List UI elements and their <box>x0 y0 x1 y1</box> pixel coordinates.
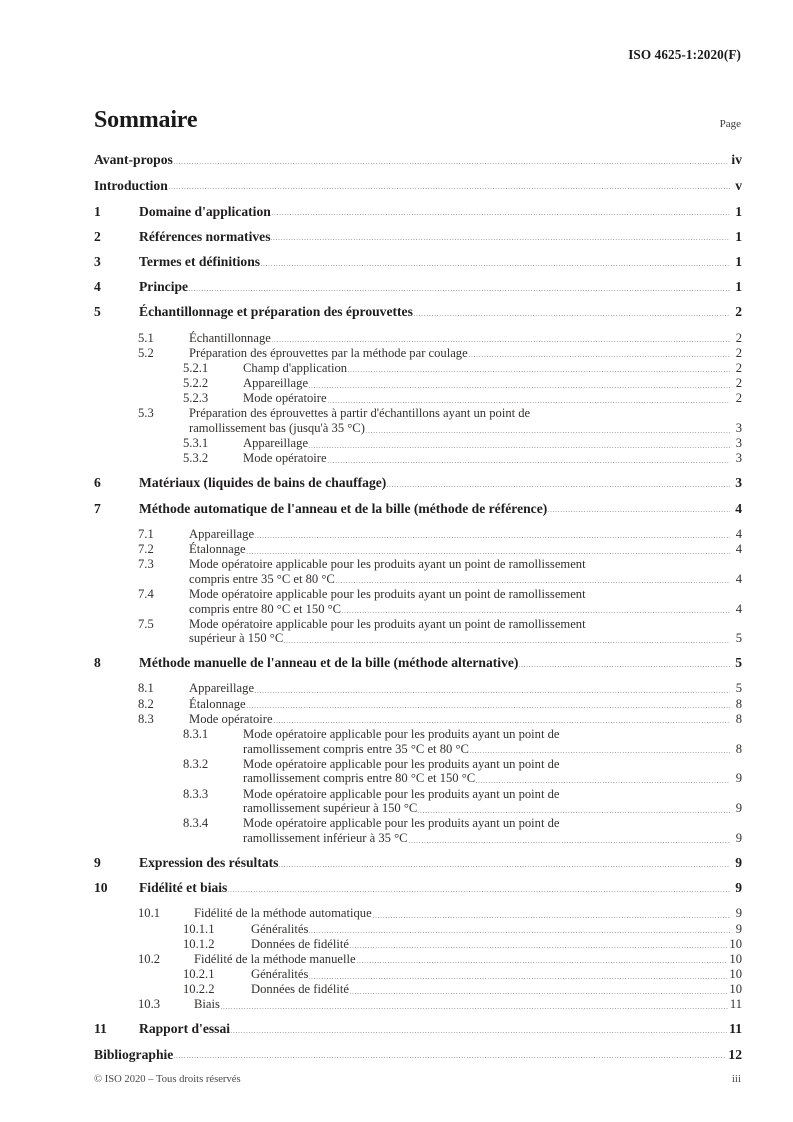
toc-entry-page-number: 9 <box>735 801 742 816</box>
toc-entry-label: Méthode manuelle de l'anneau et de la bille (méthode alternative) <box>139 655 519 671</box>
toc-entry-number: 5.2 <box>138 345 154 360</box>
toc-entry-page-number: 8 <box>735 711 742 726</box>
toc-entry-label: Appareillage <box>243 436 309 451</box>
toc-entry-label: Introduction <box>94 177 168 193</box>
toc-entry-page-number: 8 <box>735 741 742 756</box>
toc-entry-label: Expression des résultats <box>139 854 279 870</box>
toc-entry[interactable] <box>94 952 742 967</box>
toc-entry-label: Appareillage <box>243 376 309 391</box>
toc-entry-page-number: 9 <box>735 921 742 936</box>
toc-entry-label: Mode opératoire <box>243 451 327 466</box>
toc-entry-number: 10.2.1 <box>183 967 215 982</box>
toc-dot-leader <box>386 476 730 490</box>
toc-entry-label-continued: Mode opératoire applicable pour les produits ayant un point de <box>243 727 560 742</box>
toc-entry-label: compris entre 35 °C et 80 °C <box>189 571 335 586</box>
toc-entry-body <box>139 656 742 670</box>
toc-entry-body <box>94 153 742 167</box>
toc-dot-leader <box>327 391 730 406</box>
toc-dot-leader <box>417 801 730 816</box>
toc-entry-page-number: 3 <box>735 451 742 466</box>
toc-entry-page-number: 4 <box>735 541 742 556</box>
toc-entry-number: 6 <box>94 475 101 491</box>
toc-entry-page-number: 2 <box>735 360 742 375</box>
toc-entry-number: 10 <box>94 880 108 896</box>
toc-entry-page-number: 3 <box>735 421 742 436</box>
toc-dot-leader <box>188 280 730 294</box>
toc-entry-number: 8.3.3 <box>183 786 209 801</box>
toc-entry[interactable] <box>94 997 742 1012</box>
toc-dot-leader <box>278 856 730 870</box>
page-column-label: Page <box>719 118 741 130</box>
toc-entry-page-number: 5 <box>735 681 742 696</box>
toc-entry-label: Méthode automatique de l'anneau et de la bille (méthode de référence) <box>139 500 548 516</box>
toc-entry-page-number: 10 <box>729 982 742 997</box>
page-footer <box>94 1073 741 1085</box>
toc-entry-page-number: 9 <box>735 771 742 786</box>
toc-entry-body <box>194 952 742 967</box>
toc-entry-number: 7.5 <box>138 616 154 631</box>
toc-dot-leader <box>254 681 730 696</box>
toc-entry-body <box>243 436 742 451</box>
page-title: Sommaire <box>94 107 198 133</box>
toc-entry-number: 5.3 <box>138 406 154 421</box>
toc-entry[interactable] <box>94 982 742 997</box>
toc-entry[interactable] <box>94 376 742 391</box>
toc-entry[interactable] <box>94 967 742 982</box>
document-reference-header: ISO 4625-1:2020(F) <box>628 47 741 62</box>
toc-entry-page-number: 11 <box>729 997 742 1012</box>
toc-entry-body <box>139 205 742 219</box>
toc-entry-number: 5.2.2 <box>183 376 209 391</box>
toc-entry-number: 9 <box>94 854 101 870</box>
toc-dot-leader <box>347 361 730 376</box>
toc-entry[interactable] <box>94 451 742 466</box>
toc-entry-label: ramollissement bas (jusqu'à 35 °C) <box>189 421 365 436</box>
toc-entry-body <box>243 376 742 391</box>
toc-entry-label: Matériaux (liquides de bains de chauffage) <box>139 475 387 491</box>
toc-entry-number: 8.2 <box>138 696 154 711</box>
toc-entry-body <box>189 346 742 361</box>
toc-entry-label: Biais <box>194 997 220 1012</box>
toc-entry-number: 10.2 <box>138 951 161 966</box>
toc-dot-leader <box>308 922 730 937</box>
toc-entry-body <box>243 391 742 406</box>
toc-entry[interactable] <box>94 436 742 451</box>
toc-entry-label: Champ d'application <box>243 360 348 375</box>
toc-entry-body <box>251 937 742 952</box>
toc-entry-number: 7.2 <box>138 541 154 556</box>
toc-entry-number: 3 <box>94 253 101 269</box>
toc-entry-number: 8.3 <box>138 711 154 726</box>
toc-entry[interactable] <box>94 881 742 895</box>
toc-entry-body <box>94 179 742 193</box>
toc-entry-number: 2 <box>94 228 101 244</box>
toc-entry-page-number: 2 <box>735 345 742 360</box>
toc-entry-number: 11 <box>94 1021 107 1037</box>
toc-entry-label: Appareillage <box>189 681 255 696</box>
toc-entry[interactable] <box>94 406 742 435</box>
toc-entry[interactable] <box>94 557 742 586</box>
toc-entry-body <box>243 757 742 786</box>
toc-entry-body <box>243 816 742 845</box>
toc-entry-number: 8.3.2 <box>183 756 209 771</box>
toc-entry-label: Étalonnage <box>189 541 246 556</box>
toc-entry[interactable] <box>94 587 742 616</box>
toc-entry[interactable] <box>94 346 742 361</box>
toc-entry-label: Fidélité et biais <box>139 880 228 896</box>
toc-entry-number: 7 <box>94 500 101 516</box>
toc-dot-leader <box>246 697 730 712</box>
toc-entry-body <box>251 922 742 937</box>
toc-entry-number: 7.3 <box>138 557 154 572</box>
toc-dot-leader <box>254 527 730 542</box>
toc-entry-label: ramollissement inférieur à 35 °C <box>243 830 408 845</box>
toc-entry-label: Bibliographie <box>94 1046 174 1062</box>
toc-entry-body <box>189 681 742 696</box>
toc-entry-label-continued: Mode opératoire applicable pour les produits ayant un point de <box>243 786 560 801</box>
toc-entry-body <box>194 906 742 921</box>
toc-dot-leader <box>283 631 730 646</box>
toc-entry-page-number: 1 <box>735 279 742 295</box>
page-folio: iii <box>731 1073 741 1085</box>
toc-dot-leader <box>308 376 730 391</box>
toc-entry-number: 10.1.1 <box>183 921 215 936</box>
toc-dot-leader <box>469 742 730 757</box>
toc-entry-label: Domaine d'application <box>139 203 271 219</box>
toc-entry[interactable] <box>94 179 742 193</box>
toc-dot-leader <box>220 997 728 1012</box>
toc-entry-number: 5.3.1 <box>183 436 209 451</box>
toc-entry[interactable] <box>94 361 742 376</box>
toc-dot-leader <box>271 205 730 219</box>
toc-entry[interactable] <box>94 205 742 219</box>
toc-dot-leader <box>173 1048 726 1062</box>
toc-entry[interactable] <box>94 816 742 845</box>
toc-entry-page-number: 11 <box>729 1021 742 1037</box>
toc-entry-page-number: iv <box>731 152 742 167</box>
toc-dot-leader <box>341 602 730 617</box>
toc-entry-page-number: 1 <box>735 253 742 269</box>
toc-entry[interactable] <box>94 937 742 952</box>
toc-entry-label: Données de fidélité <box>251 936 349 951</box>
table-of-contents <box>94 153 742 1073</box>
toc-entry-body <box>189 527 742 542</box>
toc-entry-number: 5.1 <box>138 330 154 345</box>
toc-entry[interactable] <box>94 1022 742 1036</box>
toc-entry-page-number: 8 <box>735 696 742 711</box>
toc-entry-page-number: 1 <box>735 228 742 244</box>
toc-entry-page-number: 4 <box>735 601 742 616</box>
toc-entry-label: Fidélité de la méthode manuelle <box>194 951 356 966</box>
toc-dot-leader <box>349 982 727 997</box>
toc-dot-leader <box>356 952 728 967</box>
toc-entry-label: Échantillonnage et préparation des éprouvettes <box>139 304 413 320</box>
toc-entry[interactable] <box>94 502 742 516</box>
toc-entry-page-number: 5 <box>735 655 742 671</box>
toc-dot-leader <box>273 712 730 727</box>
toc-entry-number: 10.1 <box>138 906 161 921</box>
toc-entry-page-number: 3 <box>735 436 742 451</box>
toc-entry[interactable] <box>94 153 742 167</box>
toc-entry-label: Mode opératoire <box>243 391 327 406</box>
toc-entry-label: supérieur à 150 °C <box>189 631 284 646</box>
toc-entry[interactable] <box>94 697 742 712</box>
toc-entry-label: Avant-propos <box>94 152 173 167</box>
toc-entry-page-number: 4 <box>735 571 742 586</box>
toc-dot-leader <box>408 831 730 846</box>
toc-entry-body <box>139 502 742 516</box>
toc-entry-number: 7.4 <box>138 586 154 601</box>
toc-entry-page-number: 9 <box>735 880 742 896</box>
toc-entry-page-number: 3 <box>735 475 742 491</box>
toc-entry-page-number: 2 <box>735 304 742 320</box>
toc-entry[interactable] <box>94 255 742 269</box>
toc-entry-label: Mode opératoire <box>189 711 273 726</box>
toc-entry-number: 1 <box>94 203 101 219</box>
toc-entry-label-continued: Mode opératoire applicable pour les produits ayant un point de ramollissement <box>189 586 586 601</box>
toc-entry-body <box>189 617 742 646</box>
toc-entry[interactable] <box>94 712 742 727</box>
toc-entry-body <box>189 542 742 557</box>
toc-entry-label: Fidélité de la méthode automatique <box>194 906 372 921</box>
toc-entry[interactable] <box>94 906 742 921</box>
toc-entry-body <box>243 727 742 756</box>
toc-dot-leader <box>246 542 730 557</box>
toc-entry-body <box>189 587 742 616</box>
toc-entry-page-number: 12 <box>728 1046 742 1062</box>
copyright-notice: © ISO 2020 – Tous droits réservés <box>94 1074 241 1085</box>
toc-entry-body <box>189 406 742 435</box>
toc-dot-leader <box>260 255 730 269</box>
toc-entry-label: Échantillonnage <box>189 330 271 345</box>
toc-title-row <box>94 108 741 132</box>
toc-entry-number: 5.2.3 <box>183 391 209 406</box>
toc-entry-body <box>139 305 742 319</box>
toc-entry-label-continued: Mode opératoire applicable pour les produits ayant un point de ramollissement <box>189 616 586 631</box>
toc-entry[interactable] <box>94 331 742 346</box>
toc-entry-label-continued: Préparation des éprouvettes à partir d'échantillons ayant un point de <box>189 406 531 421</box>
toc-entry-number: 10.2.2 <box>183 982 215 997</box>
toc-entry-body <box>139 1022 742 1036</box>
toc-entry-page-number: 2 <box>735 330 742 345</box>
toc-entry-label-continued: Mode opératoire applicable pour les produits ayant un point de ramollissement <box>189 557 586 572</box>
toc-entry[interactable] <box>94 305 742 319</box>
toc-entry-page-number: 2 <box>735 376 742 391</box>
toc-dot-leader <box>372 906 730 921</box>
toc-entry[interactable] <box>94 727 742 756</box>
toc-entry-label: Principe <box>139 279 189 295</box>
toc-entry-label: Étalonnage <box>189 696 246 711</box>
toc-dot-leader <box>271 331 730 346</box>
toc-entry-number: 5 <box>94 304 101 320</box>
toc-entry[interactable] <box>94 922 742 937</box>
toc-dot-leader <box>173 153 730 167</box>
toc-entry-number: 8.1 <box>138 681 154 696</box>
toc-entry-label: Rapport d'essai <box>139 1021 231 1037</box>
toc-entry[interactable] <box>94 391 742 406</box>
toc-entry[interactable] <box>94 787 742 816</box>
toc-entry-label: ramollissement compris entre 35 °C et 80 °C <box>243 741 469 756</box>
toc-entry-number: 10.3 <box>138 997 161 1012</box>
toc-entry-body <box>189 697 742 712</box>
toc-entry-label: Préparation des éprouvettes par la méthode par coulage <box>189 345 468 360</box>
toc-entry-body <box>243 451 742 466</box>
toc-entry-body <box>139 476 742 490</box>
toc-dot-leader <box>547 502 730 516</box>
toc-entry[interactable] <box>94 856 742 870</box>
toc-entry-label: Références normatives <box>139 228 271 244</box>
toc-entry-number: 7.1 <box>138 526 154 541</box>
toc-entry-number: 5.3.2 <box>183 451 209 466</box>
toc-dot-leader <box>468 346 730 361</box>
toc-entry-body <box>139 230 742 244</box>
toc-entry[interactable] <box>94 1048 742 1062</box>
toc-entry-page-number: 10 <box>729 967 742 982</box>
toc-entry-body <box>251 967 742 982</box>
toc-entry-page-number: 5 <box>735 631 742 646</box>
toc-entry-label: Données de fidélité <box>251 982 349 997</box>
toc-entry-page-number: 9 <box>735 830 742 845</box>
toc-entry-number: 5.2.1 <box>183 360 209 375</box>
toc-entry-body <box>139 881 742 895</box>
toc-dot-leader <box>349 937 727 952</box>
toc-entry[interactable] <box>94 280 742 294</box>
toc-entry[interactable] <box>94 527 742 542</box>
toc-dot-leader <box>270 230 730 244</box>
toc-entry-body <box>243 361 742 376</box>
toc-entry-label: Généralités <box>251 967 309 982</box>
toc-entry[interactable] <box>94 542 742 557</box>
toc-entry[interactable] <box>94 230 742 244</box>
toc-entry-page-number: 1 <box>735 203 742 219</box>
toc-dot-leader <box>518 656 730 670</box>
toc-entry-number: 8.3.1 <box>183 727 209 742</box>
toc-entry-body <box>243 787 742 816</box>
toc-entry-body <box>189 331 742 346</box>
toc-entry[interactable] <box>94 656 742 670</box>
toc-entry-page-number: 9 <box>735 906 742 921</box>
toc-entry-body <box>94 1048 742 1062</box>
toc-entry-page-number: 10 <box>729 936 742 951</box>
toc-entry-body <box>139 856 742 870</box>
toc-dot-leader <box>308 967 727 982</box>
toc-dot-leader <box>475 771 730 786</box>
toc-entry-label-continued: Mode opératoire applicable pour les produits ayant un point de <box>243 756 560 771</box>
toc-entry-label: compris entre 80 °C et 150 °C <box>189 601 342 616</box>
toc-entry-page-number: 4 <box>735 500 742 516</box>
toc-entry-label: Termes et définitions <box>139 253 261 269</box>
toc-entry[interactable] <box>94 757 742 786</box>
toc-entry-number: 10.1.2 <box>183 936 215 951</box>
toc-entry-label: Appareillage <box>189 526 255 541</box>
toc-entry-label: Généralités <box>251 921 309 936</box>
toc-dot-leader <box>335 572 730 587</box>
toc-entry[interactable] <box>94 476 742 490</box>
toc-dot-leader <box>327 451 730 466</box>
toc-entry-label: ramollissement compris entre 80 °C et 150 °C <box>243 771 476 786</box>
toc-entry-body <box>139 255 742 269</box>
toc-entry-number: 8.3.4 <box>183 816 209 831</box>
toc-entry[interactable] <box>94 681 742 696</box>
toc-entry-number: 4 <box>94 279 101 295</box>
toc-entry-label: ramollissement supérieur à 150 °C <box>243 801 418 816</box>
toc-entry-page-number: v <box>735 177 742 193</box>
toc-entry-body <box>139 280 742 294</box>
toc-entry-body <box>194 997 742 1012</box>
toc-dot-leader <box>308 436 730 451</box>
toc-entry-page-number: 10 <box>729 951 742 966</box>
toc-dot-leader <box>230 1022 727 1036</box>
toc-entry-body <box>189 557 742 586</box>
toc-entry[interactable] <box>94 617 742 646</box>
toc-entry-body <box>251 982 742 997</box>
toc-entry-body <box>189 712 742 727</box>
toc-entry-page-number: 4 <box>735 526 742 541</box>
toc-entry-number: 8 <box>94 655 101 671</box>
toc-dot-leader <box>168 179 730 193</box>
toc-dot-leader <box>227 881 730 895</box>
toc-dot-leader <box>365 421 730 436</box>
toc-entry-page-number: 2 <box>735 391 742 406</box>
toc-dot-leader <box>413 305 730 319</box>
toc-entry-page-number: 9 <box>735 854 742 870</box>
toc-entry-label-continued: Mode opératoire applicable pour les produits ayant un point de <box>243 816 560 831</box>
